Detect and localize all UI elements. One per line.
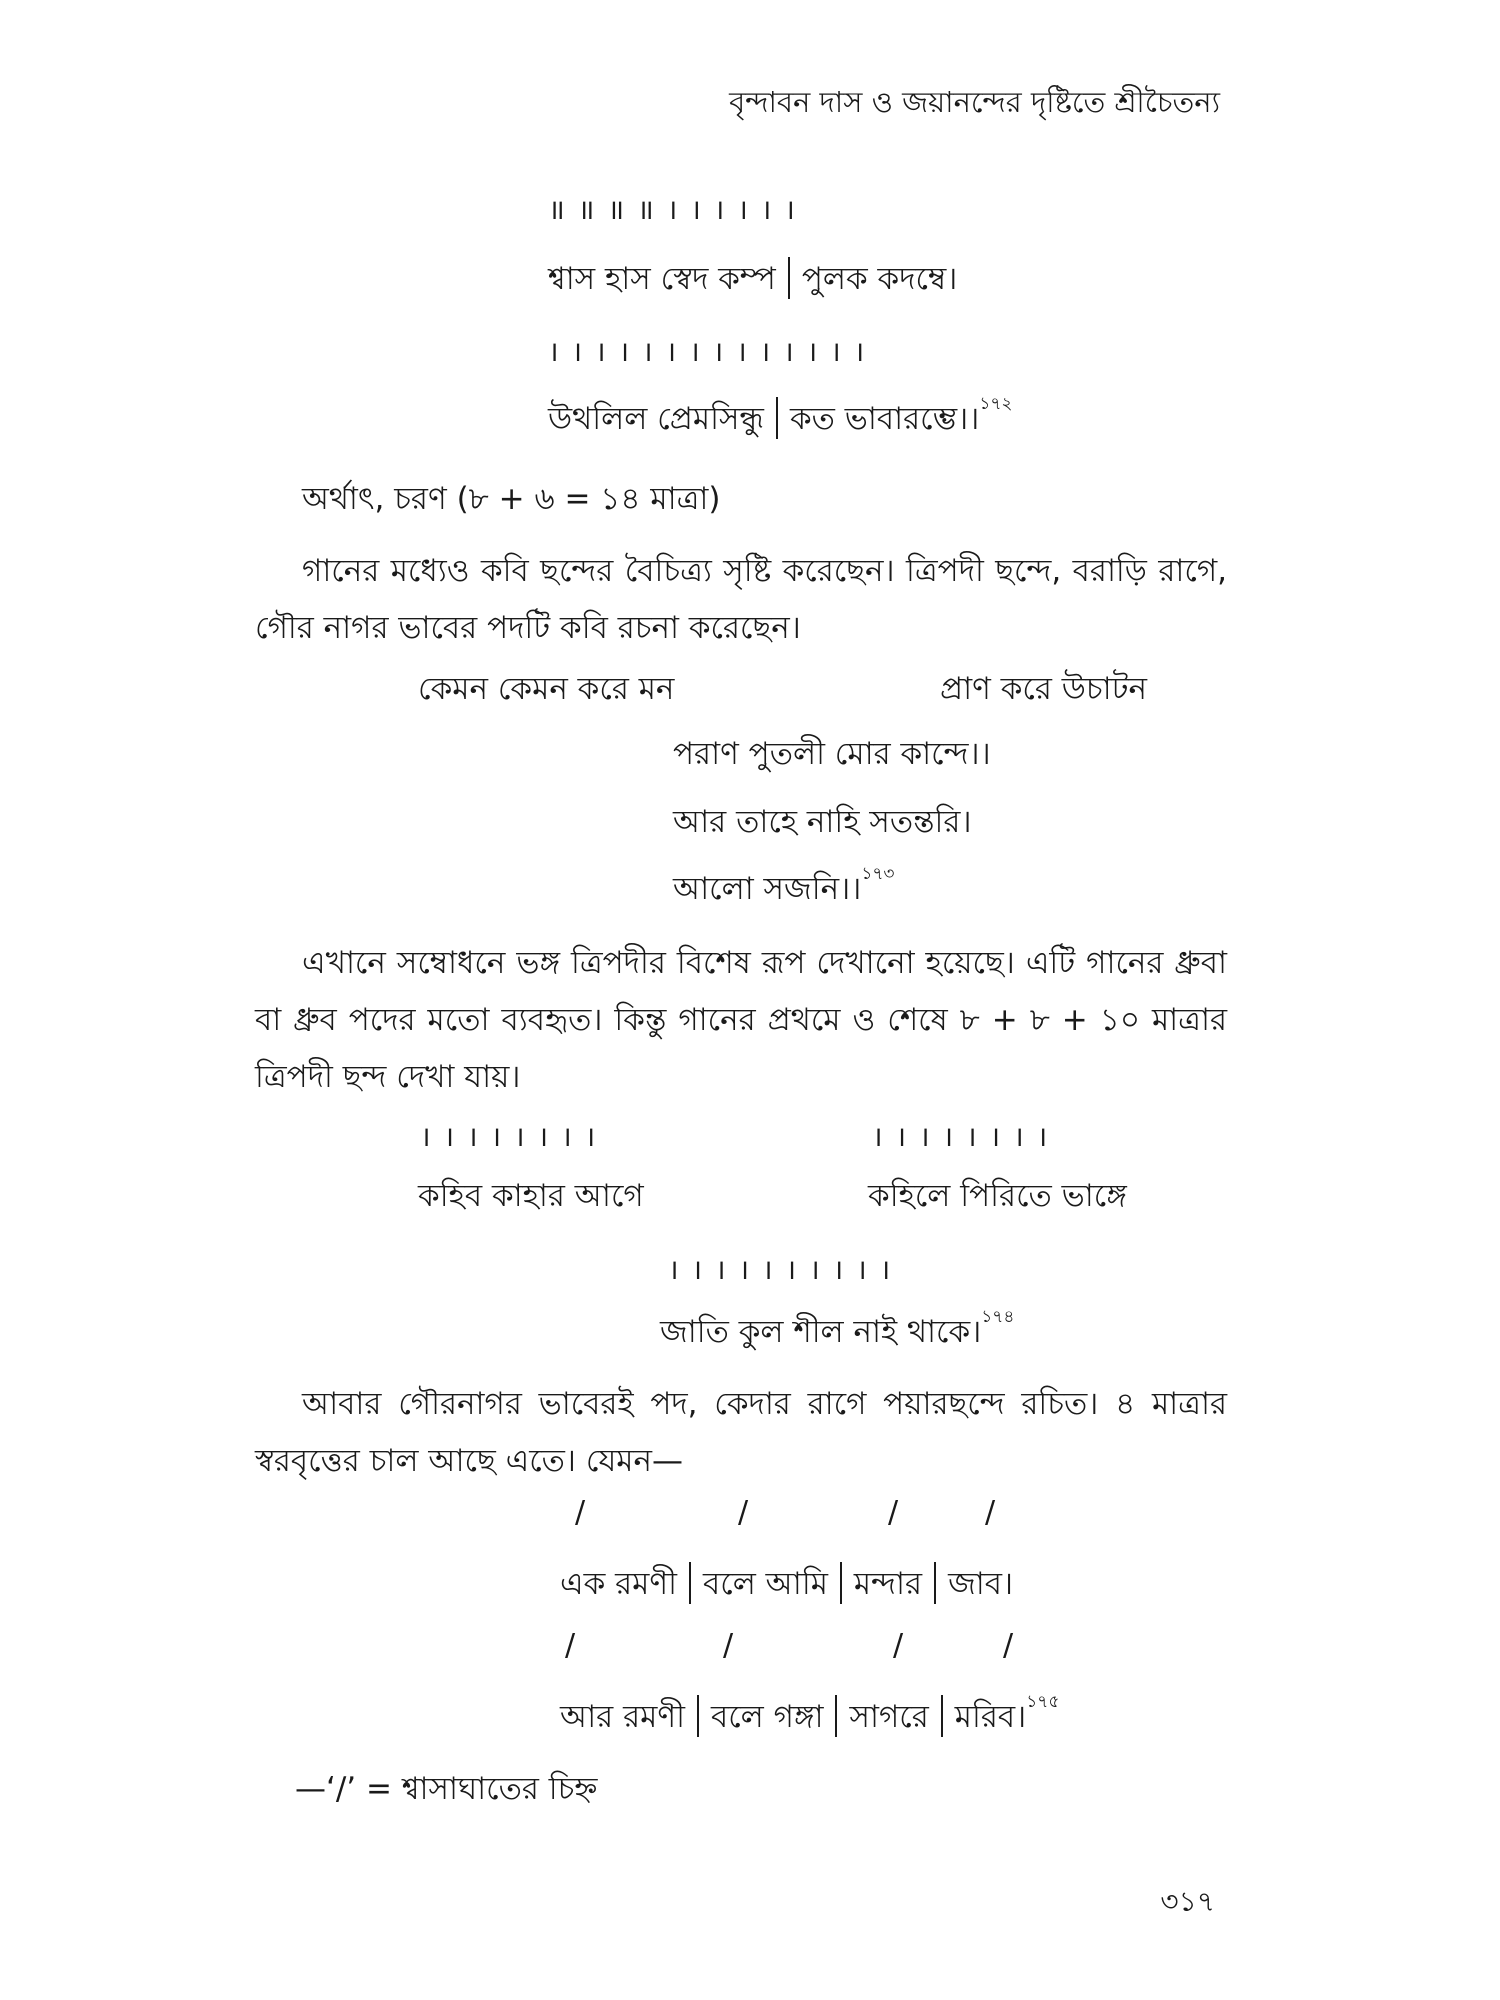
- verse-segment: জাতি কুল শীল নাই থাকে।: [660, 1314, 982, 1350]
- verse-segment: বলে আমি: [703, 1566, 828, 1602]
- stress-slash: /: [738, 1495, 749, 1530]
- stress-slash: /: [888, 1495, 899, 1530]
- footnote-ref: ১৭৩: [861, 864, 895, 884]
- caesura-bar: [776, 397, 778, 439]
- caesura-bar: [689, 1562, 691, 1604]
- verse-segment: কত ভাবারম্ভে।।: [789, 401, 980, 437]
- verse-line: [548, 395, 1012, 447]
- verse-line: কহিব কাহার আগে: [418, 1178, 644, 1214]
- meter-summary: অর্থাৎ, চরণ (৮ + ৬ = ১৪ মাত্রা): [302, 481, 721, 517]
- caesura-bar: [840, 1562, 842, 1604]
- verse-line: কেমন কেমন করে মন: [418, 671, 675, 707]
- verse-line: পরাণ পুতলী মোর কান্দে।।: [673, 736, 991, 772]
- stress-marks: । । । । । । । । । । । । । ।: [548, 335, 867, 368]
- verse-line: [673, 865, 894, 917]
- caesura-bar: [788, 257, 790, 299]
- symbol-legend: —‘/’ = শ্বাসাঘাতের চিহ্ন: [295, 1771, 598, 1807]
- footnote-ref: ১৭২: [979, 394, 1013, 414]
- caesura-bar: [941, 1695, 943, 1737]
- stress-slash: /: [723, 1628, 734, 1663]
- stress-marks: ॥ ॥ ॥ ॥ । । । । । ।: [548, 193, 797, 226]
- caesura-bar: [934, 1562, 936, 1604]
- stress-slash: /: [893, 1628, 904, 1663]
- verse-segment: এক রমণী: [560, 1566, 678, 1602]
- stress-slash: /: [565, 1628, 576, 1663]
- verse-segment: শ্বাস হাস স্বেদ কম্প: [548, 261, 776, 297]
- stress-slash: /: [985, 1495, 996, 1530]
- body-paragraph: গানের মধ্যেও কবি ছন্দের বৈচিত্র্য সৃষ্টি করেছেন। ত্রিপদী ছন্দে, বরাড়ি রাগে, গৌর নাগর ভাবের পদটি কবি রচনা করেছেন।: [255, 553, 1227, 646]
- running-header: বৃন্দাবন দাস ও জয়ানন্দের দৃষ্টিতে শ্রীচৈতন্য: [729, 85, 1220, 119]
- verse-segment: সাগরে: [849, 1699, 929, 1735]
- verse-segment: আর রমণী: [560, 1699, 685, 1735]
- verse-segment: জাব।: [948, 1566, 1014, 1602]
- stress-slash: /: [575, 1495, 586, 1530]
- verse-segment: মরিব।: [954, 1699, 1027, 1735]
- verse-segment: বলে গঙ্গা: [710, 1699, 824, 1735]
- verse-segment: আলো সজনি।।: [673, 871, 862, 907]
- verse-segment: পুলক কদম্বে।: [801, 261, 958, 297]
- stress-marks: । । । । । । । ।: [420, 1120, 598, 1153]
- verse-line: [560, 1560, 1013, 1612]
- body-paragraph: এখানে সম্বোধনে ভঙ্গ ত্রিপদীর বিশেষ রূপ দেখানো হয়েছে। এটি গানের ধ্রুবা বা ধ্রুব পদের মতো ব্যবহৃত। কিন্তু গানের প্রথমে ও শেষে ৮ + ৮ + ১০ মাত্রার ত্রিপদী ছন্দ দেখা যায়।: [255, 945, 1227, 1095]
- caesura-bar: [697, 1695, 699, 1737]
- verse-line: [560, 1693, 1059, 1745]
- page-number: ৩১৭: [1160, 1885, 1215, 1918]
- body-paragraph: আবার গৌরনাগর ভাবেরই পদ, কেদার রাগে পয়ারছন্দে রচিত। ৪ মাত্রার স্বরবৃত্তের চাল আছে এতে। যেমন—: [255, 1386, 1227, 1479]
- stress-marks: । । । । । । । । । ।: [668, 1253, 893, 1286]
- verse-segment: উথলিল প্রেমসিন্ধু: [548, 401, 764, 437]
- verse-line: কহিলে পিরিতে ভাঙ্গে: [868, 1178, 1127, 1214]
- footnote-ref: ১৭৪: [981, 1307, 1015, 1327]
- verse-segment: মন্দার: [853, 1566, 923, 1602]
- stress-slash: /: [1003, 1628, 1014, 1663]
- verse-line: [548, 255, 957, 307]
- verse-line: প্রাণ করে উচাটন: [940, 671, 1148, 707]
- verse-line: [660, 1308, 1014, 1360]
- footnote-ref: ১৭৫: [1026, 1692, 1060, 1712]
- verse-line: আর তাহে নাহি সতন্তরি।: [673, 804, 972, 840]
- caesura-bar: [835, 1695, 837, 1737]
- stress-marks: । । । । । । । ।: [872, 1120, 1050, 1153]
